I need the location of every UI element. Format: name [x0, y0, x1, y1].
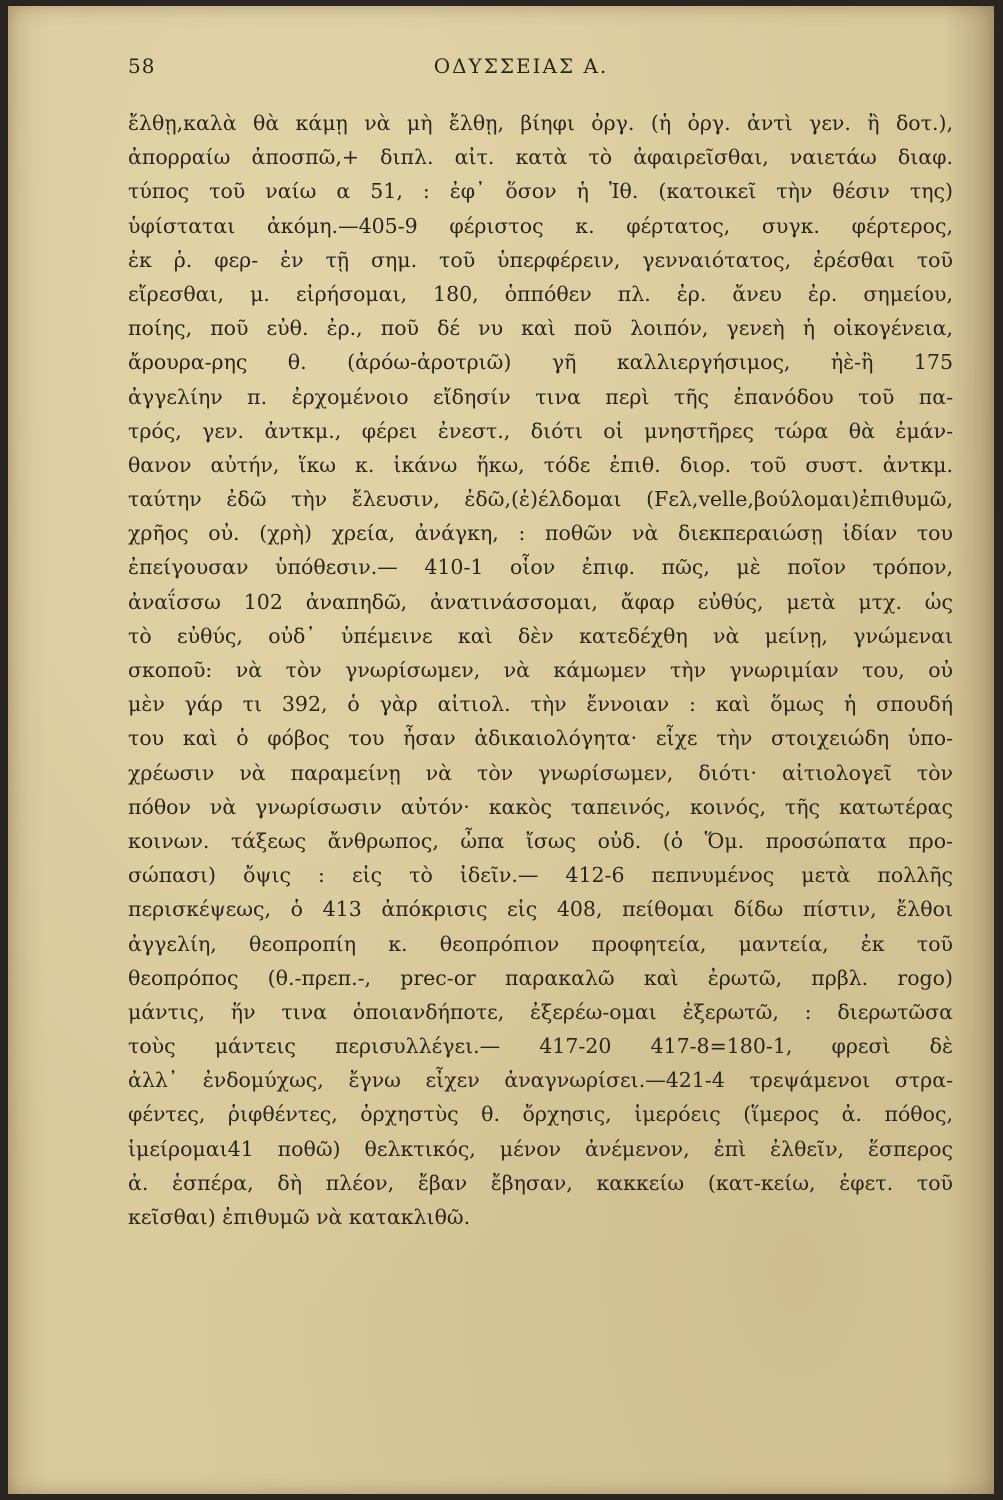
text-line: ἄρουρα-ρης θ. (ἀρόω-ἀροτριῶ) γῆ καλλιεργήσιμος, ἠὲ-ἢ 175: [128, 350, 953, 375]
running-title: ΟΔΥΣΣΕΙΑΣ Α.: [433, 54, 609, 78]
text-line: εἴρεσθαι, μ. εἰρήσομαι, 180, ὁππόθεν πλ. ἐρ. ἄνευ ἐρ. σημείου,: [128, 281, 953, 306]
text-line: τὸ εὐθύς, οὐδ᾿ ὑπέμεινε καὶ δὲν κατεδέχθη νὰ μείνῃ, γνώμεναι: [128, 623, 953, 648]
text-line: του καὶ ὁ φόβος του ἦσαν ἀδικαιολόγητα· εἶχε τὴν στοιχειώδη ὑπο-: [128, 726, 953, 751]
text-line: ταύτην ἐδῶ τὴν ἔλευσιν, ἐδῶ,(ἐ)έλδομαι (Fελ,velle,βούλομαι)ἐπιθυμῶ,: [128, 487, 953, 512]
page-header: [8, 54, 994, 94]
text-line: κοινων. τάξεως ἄνθρωπος, ὦπα ἴσως οὐδ. (ὁ Ὅμ. προσώπατα προ-: [128, 828, 953, 853]
text-line: μάντις, ἥν τινα ὁποιανδήποτε, ἐξερέω-ομαι ἐξερωτῶ, : διερωτῶσα: [128, 999, 953, 1024]
commentary-text: [128, 106, 953, 1234]
text-line: ἀγγελίη, θεοπροπίη κ. θεοπρόπιον προφητεία, μαντεία, ἐκ τοῦ: [128, 931, 953, 956]
text-line-last: κεῖσθαι) ἐπιθυμῶ νὰ κατακλιθῶ.: [128, 1205, 471, 1229]
book-page: [8, 6, 994, 1494]
text-line: σκοποῦ: νὰ τὸν γνωρίσωμεν, νὰ κάμωμεν τὴν γνωριμίαν του, οὐ: [128, 658, 953, 682]
text-line: ἔλθῃ,καλὰ θὰ κάμῃ νὰ μὴ ἔλθῃ, βίηφι ὀργ. (ἡ ὀργ. ἀντὶ γεν. ἢ δοτ.),: [128, 111, 953, 135]
text-line: θεοπρόπος (θ.-πρεπ.-, prec-or παρακαλῶ καὶ ἐρωτῶ, πρβλ. rogo): [128, 965, 953, 990]
text-line: ποίης, ποῦ εὐθ. ἐρ., ποῦ δέ νυ καὶ ποῦ λοιπόν, γενεὴ ἡ οἰκογένεια,: [128, 316, 953, 341]
text-line: χρέωσιν νὰ παραμείνῃ νὰ τὸν γνωρίσωμεν, διότι· αἰτιολογεῖ τὸν: [128, 760, 953, 785]
text-line: τοὺς μάντεις περισυλλέγει.— 417-20 417-8=180-1, φρεσὶ δὲ: [128, 1034, 953, 1059]
text-line: φέντες, ῥιφθέντες, ὀρχηστὺς θ. ὄρχησις, ἱμερόεις (ἵμερος ἀ. πόθος,: [128, 1102, 953, 1127]
text-line: ὑφίσταται ἀκόμη.—405-9 φέριστος κ. φέρτατος, συγκ. φέρτερος,: [128, 213, 953, 238]
text-line: χρῆος οὐ. (χρὴ) χρεία, ἀνάγκη, : ποθῶν νὰ διεκπεραιώσῃ ἰδίαν του: [128, 521, 953, 546]
page-number: 58: [128, 54, 156, 78]
text-line: τρός, γεν. ἀντκμ., φέρει ἐνεστ., διότι οἱ μνηστῆρες τώρα θὰ ἐμάν-: [128, 418, 953, 443]
text-line: ἱμείρομαι41 ποθῶ) θελκτικός, μένον ἀνέμενον, ἐπὶ ἐλθεῖν, ἕσπερος: [128, 1136, 953, 1161]
text-line: πόθον νὰ γνωρίσωσιν αὐτόν· κακὸς ταπεινός, κοινός, τῆς κατωτέρας: [128, 794, 953, 819]
text-line: ἀναΐσσω 102 ἀναπηδῶ, ἀνατινάσσομαι, ἄφαρ εὐθύς, μετὰ μτχ. ὡς: [128, 589, 953, 614]
text-line: ἀπορραίω ἀποσπῶ,+ διπλ. αἰτ. κατὰ τὸ ἀφαιρεῖσθαι, ναιετάω διαφ.: [128, 145, 953, 170]
text-line: περισκέψεως, ὁ 413 ἀπόκρισις εἰς 408, πείθομαι δίδω πίστιν, ἔλθοι: [128, 897, 953, 922]
text-line: θανον αὐτήν, ἵκω κ. ἱκάνω ἥκω, τόδε ἐπιθ. διορ. τοῦ συστ. ἀντκμ.: [128, 452, 953, 477]
text-line: ἐπείγουσαν ὑπόθεσιν.— 410-1 οἷον ἐπιφ. πῶς, μὲ ποῖον τρόπον,: [128, 555, 953, 580]
text-line: ἀγγελίην π. ἐρχομένοιο εἴδησίν τινα περὶ τῆς ἐπανόδου τοῦ πα-: [128, 384, 953, 409]
text-line: ἀλλ᾿ ἐνδομύχως, ἔγνω εἶχεν ἀναγνωρίσει.—421-4 τρεψάμενοι στρα-: [128, 1068, 953, 1093]
text-line: τύπος τοῦ ναίω α 51, : ἐφ᾿ ὅσον ἡ Ἰθ. (κατοικεῖ τὴν θέσιν της): [128, 179, 953, 204]
text-line: σώπασι) ὄψις : εἰς τὸ ἰδεῖν.— 412-6 πεπνυμένος μετὰ πολλῆς: [128, 863, 953, 888]
text-line: ἀ. ἑσπέρα, δὴ πλέον, ἔβαν ἔβησαν, κακκείω (κατ-κείω, ἐφετ. τοῦ: [128, 1170, 953, 1195]
text-line: ἐκ ῥ. φερ- ἐν τῇ σημ. τοῦ ὑπερφέρειν, γενναιότατος, ἐρέσθαι τοῦ: [128, 247, 953, 272]
text-line: μὲν γάρ τι 392, ὁ γὰρ αἰτιολ. τὴν ἔννοιαν : καὶ ὅμως ἡ σπουδή: [128, 692, 953, 717]
